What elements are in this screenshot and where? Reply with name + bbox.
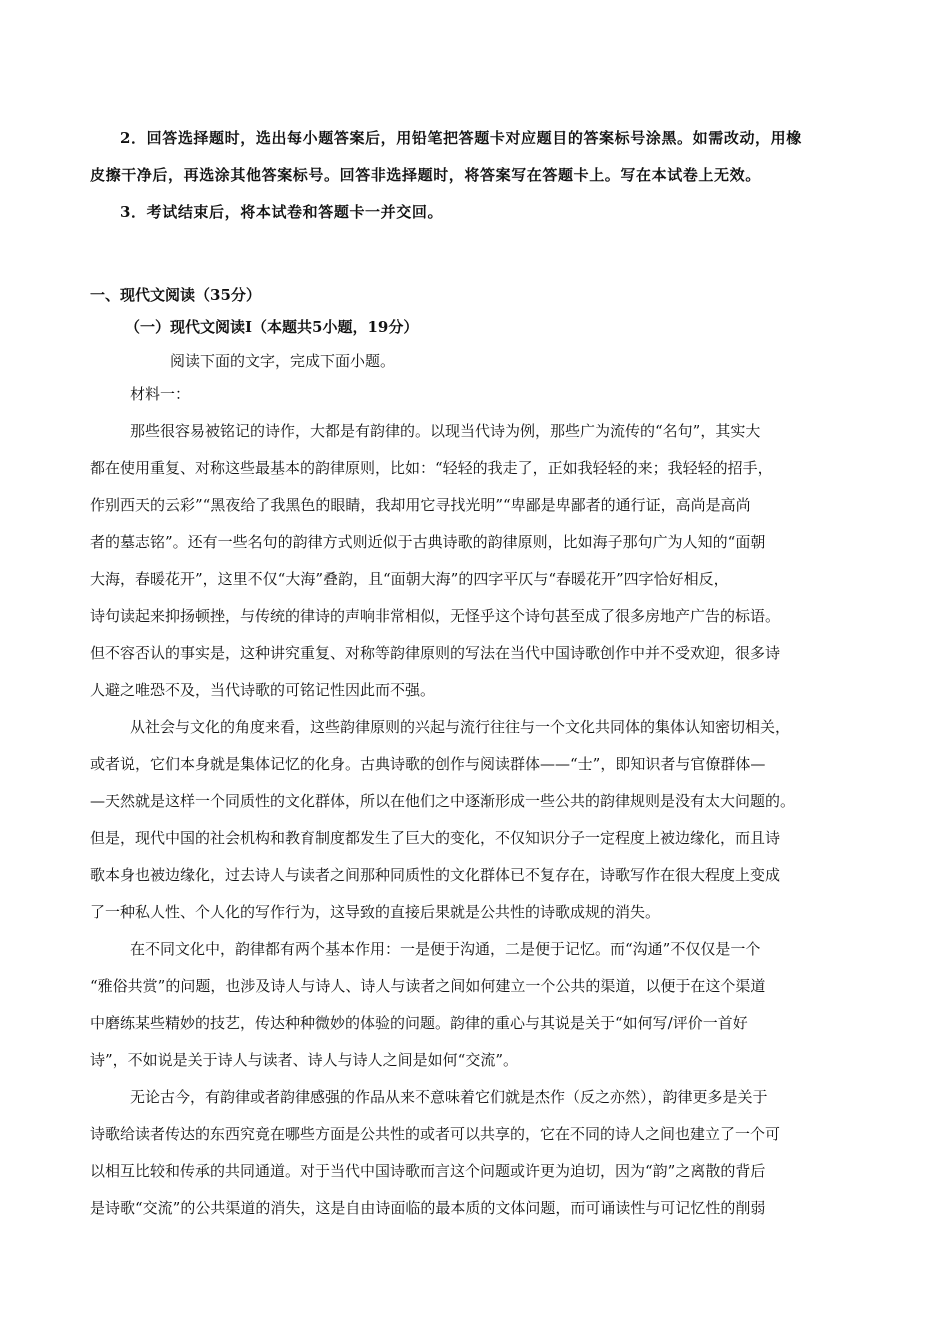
- material-body: [90, 413, 795, 1227]
- paragraph-3-line: 诗”，不如说是关于诗人与读者、诗人与诗人之间是如何“交流”。: [90, 1051, 519, 1069]
- paragraph-1-line: 都在使用重复、对称这些最基本的韵律原则，比如：“轻轻的我走了，正如我轻轻的来；我轻轻的招手，: [90, 459, 773, 477]
- paragraph-2-line: 歌本身也被边缘化，过去诗人与读者之间那种同质性的文化群体已不复存在，诗歌写作在很大程度上变成: [90, 866, 781, 884]
- reading-prompt: 阅读下面的文字，完成下面小题。: [170, 352, 396, 370]
- paragraph-2-line: 从社会与文化的角度来看，这些韵律原则的兴起与流行往往与一个文化共同体的集体认知密切相关，: [130, 718, 791, 736]
- subsection-title: （一）现代文阅读Ⅰ（本题共5小题，19分）: [125, 318, 419, 336]
- paragraph-3-line: 在不同文化中，韵律都有两个基本作用：一是便于沟通，二是便于记忆。而“沟通”不仅仅是一个: [130, 940, 761, 958]
- paragraph-1-line: 人避之唯恐不及，当代诗歌的可铭记性因此而不强。: [90, 681, 436, 699]
- paragraph-2-line: 了一种私人性、个人化的写作行为，这导致的直接后果就是公共性的诗歌成规的消失。: [90, 903, 661, 921]
- instruction-item-3: 3．考试结束后，将本试卷和答题卡一并交回。: [120, 203, 444, 221]
- paragraph-2-line: 但是，现代中国的社会机构和教育制度都发生了巨大的变化，不仅知识分子一定程度上被边缘化，而且诗: [90, 829, 781, 847]
- paragraph-3-line: “雅俗共赏”的问题，也涉及诗人与诗人、诗人与读者之间如何建立一个公共的渠道，以便于在这个渠道: [90, 977, 766, 995]
- section-title: 一、现代文阅读（35分）: [90, 286, 261, 304]
- instruction-item-2-line-1: 2．回答选择题时，选出每小题答案后，用铅笔把答题卡对应题目的答案标号涂黑。如需改动，用橡: [120, 129, 802, 147]
- paragraph-2-line: 或者说，它们本身就是集体记忆的化身。古典诗歌的创作与阅读群体——“士”，即知识者与官僚群体—: [90, 755, 766, 773]
- paragraph-4-line: 是诗歌“交流”的公共渠道的消失，这是自由诗面临的最本质的文体问题，而可诵读性与可记忆性的削弱: [90, 1199, 766, 1217]
- instruction-item-2-line-2: 皮擦干净后，再选涂其他答案标号。回答非选择题时，将答案写在答题卡上。写在本试卷上无效。: [90, 166, 761, 184]
- instructions-block: [90, 120, 802, 231]
- paragraph-3-line: 中磨练某些精妙的技艺，传达种种微妙的体验的问题。韵律的重心与其说是关于“如何写/评价一首好: [90, 1014, 748, 1032]
- paragraph-1-line: 诗句读起来抑扬顿挫，与传统的律诗的声响非常相似，无怪乎这个诗句甚至成了很多房地产广告的标语。: [90, 607, 781, 625]
- paragraph-1-line: 作别西天的云彩”“黑夜给了我黑色的眼睛，我却用它寻找光明”“卑鄙是卑鄙者的通行证，高尚是高尚: [90, 496, 751, 514]
- material-label: 材料一：: [130, 385, 191, 403]
- paragraph-4-line: 无论古今，有韵律或者韵律感强的作品从来不意味着它们就是杰作（反之亦然），韵律更多是关于: [130, 1088, 768, 1106]
- paragraph-1-line: 大海，春暖花开”，这里不仅“大海”叠韵，且“面朝大海”的四字平仄与“春暖花开”四字恰好相反，: [90, 570, 729, 588]
- paragraph-4-line: 诗歌给读者传达的东西究竟在哪些方面是公共性的或者可以共享的，它在不同的诗人之间也建立了一个可: [90, 1125, 781, 1143]
- paragraph-1-line: 那些很容易被铭记的诗作，大都是有韵律的。以现当代诗为例，那些广为流传的“名句”，其实大: [130, 422, 761, 440]
- paragraph-1-line: 但不容否认的事实是，这种讲究重复、对称等韵律原则的写法在当代中国诗歌创作中并不受欢迎，很多诗: [90, 644, 781, 662]
- paragraph-2-line: —天然就是这样一个同质性的文化群体，所以在他们之中逐渐形成一些公共的韵律规则是没有太大问题的。: [90, 792, 796, 810]
- paragraph-1-line: 者的墓志铭”。还有一些名句的韵律方式则近似于古典诗歌的韵律原则，比如海子那句广为人知的“面朝: [90, 533, 766, 551]
- paragraph-4-line: 以相互比较和传承的共同通道。对于当代中国诗歌而言这个问题或许更为迫切，因为“韵”之离散的背后: [90, 1162, 766, 1180]
